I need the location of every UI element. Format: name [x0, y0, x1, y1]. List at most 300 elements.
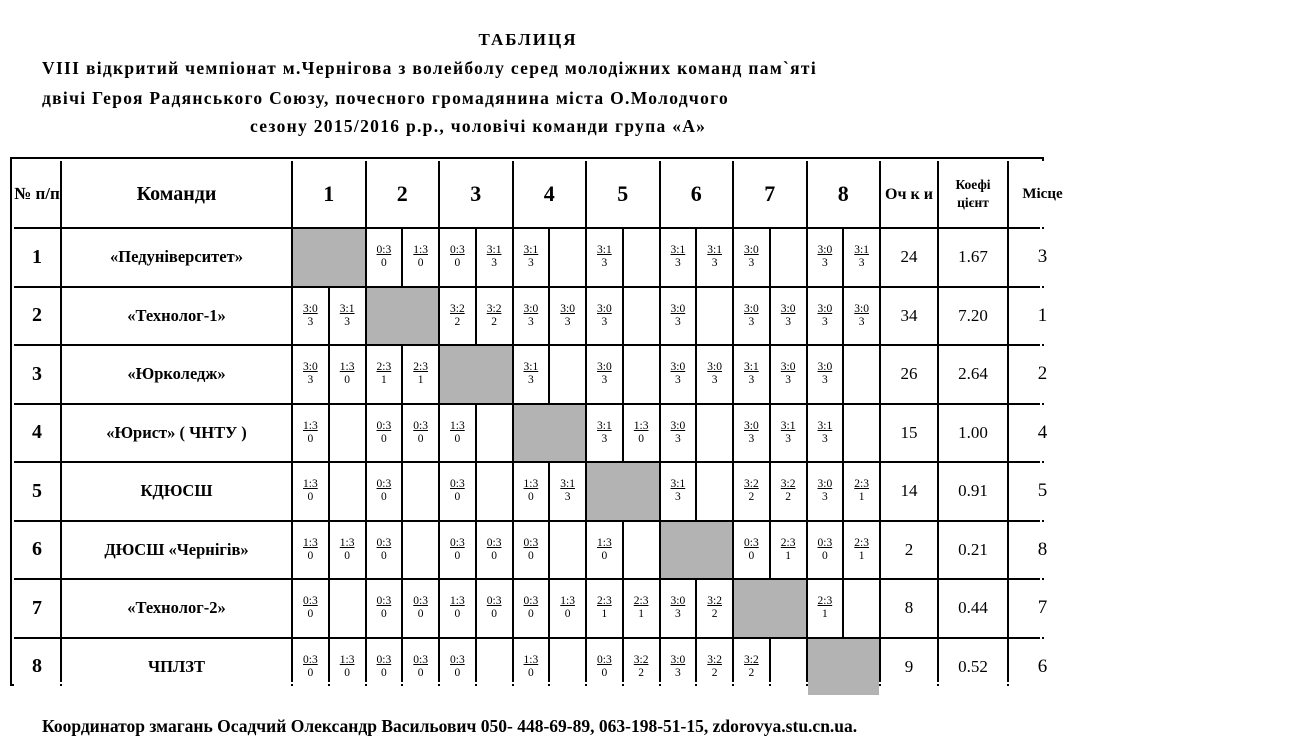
team-points: 2 [881, 522, 937, 579]
match-points: 2 [711, 608, 718, 621]
match-points: 0 [307, 608, 314, 621]
match-points: 3 [858, 257, 865, 270]
match-result [844, 405, 879, 462]
match-result [293, 346, 328, 403]
match-result [293, 288, 328, 345]
match-points: 2 [748, 666, 755, 679]
match-result [550, 346, 585, 403]
header-opponent-3: 3 [440, 161, 512, 227]
championship-title-line2: двічі Героя Радянського Союзу, почесного громадянина міста О.Молодчого [42, 88, 729, 108]
header-num: № п/п [14, 161, 60, 227]
match-result [550, 463, 585, 520]
match-points: 1 [858, 491, 865, 504]
match-result [771, 346, 806, 403]
match-result [697, 288, 732, 345]
match-points: 0 [564, 608, 571, 621]
match-result [550, 288, 585, 345]
match-result [514, 639, 549, 696]
set-score: 0:3 [413, 653, 428, 666]
match-result [624, 288, 659, 345]
match-result [367, 639, 402, 696]
match-result [587, 346, 622, 403]
match-result [477, 463, 512, 520]
match-points: 1 [638, 608, 644, 621]
match-result [808, 288, 843, 345]
match-result [330, 288, 365, 345]
match-result [330, 405, 365, 462]
match-points: 3 [601, 374, 608, 387]
match-result [403, 346, 438, 403]
match-result [697, 639, 732, 696]
team-coefficient: 2.64 [939, 346, 1007, 403]
results-table-frame [10, 157, 1063, 686]
match-result [587, 639, 622, 696]
team-name: «Юрколедж» [62, 346, 291, 403]
match-result [771, 463, 806, 520]
match-result [330, 522, 365, 579]
set-score: 0:3 [413, 595, 428, 608]
match-result [550, 639, 585, 696]
match-points: 3 [785, 374, 791, 387]
match-result [734, 463, 769, 520]
set-score: 0:3 [597, 653, 612, 666]
set-score: 0:3 [303, 653, 318, 666]
match-result [661, 288, 696, 345]
set-score: 0:3 [376, 536, 392, 549]
match-points: 3 [748, 257, 755, 270]
team-points: 14 [881, 463, 937, 520]
match-points: 3 [675, 491, 681, 504]
match-points: 3 [528, 315, 534, 328]
match-points: 0 [454, 432, 461, 445]
match-result [661, 229, 696, 286]
set-score: 3:2 [486, 302, 502, 315]
set-score: 3:1 [744, 361, 759, 374]
match-result [330, 346, 365, 403]
set-score: 3:0 [670, 595, 686, 608]
team-points: 34 [881, 288, 937, 345]
set-score: 1:3 [597, 536, 612, 549]
match-points: 3 [748, 315, 755, 328]
match-points: 0 [417, 608, 424, 621]
match-points: 3 [307, 315, 314, 328]
match-points: 3 [675, 432, 681, 445]
team-points: 15 [881, 405, 937, 462]
set-score: 1:3 [523, 653, 539, 666]
match-result [293, 405, 328, 462]
match-points: 0 [601, 549, 608, 562]
row-number: 4 [14, 405, 60, 462]
set-score: 2:3 [780, 536, 796, 549]
match-points: 0 [528, 549, 534, 562]
team-name: КДЮСШ [62, 463, 291, 520]
set-score: 0:3 [450, 653, 465, 666]
set-score: 3:2 [633, 653, 649, 666]
match-result [403, 522, 438, 579]
match-points: 3 [675, 257, 681, 270]
match-result [624, 346, 659, 403]
match-points: 3 [675, 666, 681, 679]
match-points: 0 [748, 549, 755, 562]
match-points: 0 [307, 491, 314, 504]
set-score: 1:3 [413, 244, 428, 257]
match-result [550, 522, 585, 579]
results-table [14, 161, 1063, 682]
set-score: 3:1 [523, 361, 539, 374]
match-result [734, 639, 769, 696]
match-points: 1 [601, 608, 608, 621]
match-points: 2 [711, 666, 718, 679]
match-points: 3 [822, 315, 828, 328]
set-score: 3:1 [854, 244, 869, 257]
set-score: 1:3 [303, 536, 318, 549]
set-score: 3:0 [744, 244, 759, 257]
match-result [734, 288, 769, 345]
match-points: 0 [344, 549, 350, 562]
match-result [734, 522, 769, 579]
team-place: 1 [1009, 288, 1076, 345]
match-result [587, 405, 622, 462]
set-score: 2:3 [376, 361, 392, 374]
set-score: 3:0 [670, 302, 686, 315]
match-result [514, 463, 549, 520]
team-place: 7 [1009, 580, 1076, 637]
match-points: 0 [454, 491, 461, 504]
header-opponent-1: 1 [293, 161, 365, 227]
match-points: 0 [381, 549, 387, 562]
set-score: 0:3 [450, 244, 465, 257]
team-coefficient: 0.52 [939, 639, 1007, 696]
set-score: 3:0 [780, 302, 796, 315]
table-title: ТАБЛИЦЯ [478, 30, 578, 49]
match-result [403, 580, 438, 637]
set-score: 3:1 [339, 302, 355, 315]
match-result [697, 580, 732, 637]
match-result [403, 639, 438, 696]
set-score: 3:0 [670, 653, 686, 666]
match-points: 1 [858, 549, 865, 562]
team-place: 5 [1009, 463, 1076, 520]
header-teams: Команди [62, 161, 291, 227]
match-result [661, 639, 696, 696]
row-number: 7 [14, 580, 60, 637]
set-score: 3:0 [780, 361, 796, 374]
match-result [514, 288, 549, 345]
match-result [771, 229, 806, 286]
set-score: 3:0 [817, 244, 833, 257]
team-coefficient: 1.00 [939, 405, 1007, 462]
set-score: 3:2 [744, 478, 759, 491]
set-score: 3:0 [744, 419, 759, 432]
match-result [624, 639, 659, 696]
match-result [514, 229, 549, 286]
match-result [367, 580, 402, 637]
set-score: 2:3 [633, 595, 649, 608]
match-result [293, 522, 328, 579]
set-score: 0:3 [744, 536, 759, 549]
match-points: 0 [307, 432, 314, 445]
team-place: 6 [1009, 639, 1076, 696]
self-match-cell [734, 580, 806, 637]
match-result [514, 580, 549, 637]
set-score: 1:3 [450, 419, 465, 432]
set-score: 0:3 [303, 595, 318, 608]
match-points: 3 [564, 315, 571, 328]
match-points: 3 [822, 257, 828, 270]
set-score: 0:3 [376, 478, 392, 491]
set-score: 3:2 [780, 478, 796, 491]
match-result [844, 288, 879, 345]
set-score: 0:3 [523, 595, 539, 608]
match-points: 0 [417, 666, 424, 679]
team-name: «Технолог-1» [62, 288, 291, 345]
match-result [477, 522, 512, 579]
set-score: 1:3 [560, 595, 575, 608]
set-score: 1:3 [339, 653, 355, 666]
match-points: 0 [344, 374, 350, 387]
match-result [293, 580, 328, 637]
self-match-cell [661, 522, 733, 579]
match-points: 3 [675, 374, 681, 387]
team-place: 4 [1009, 405, 1076, 462]
match-points: 0 [307, 549, 314, 562]
set-score: 0:3 [376, 653, 392, 666]
header-coefficient: Коефі цієнт [939, 161, 1007, 227]
match-points: 0 [417, 257, 424, 270]
match-result [477, 288, 512, 345]
team-name: «Технолог-2» [62, 580, 291, 637]
match-result [550, 229, 585, 286]
set-score: 3:0 [670, 419, 686, 432]
team-name: ЧПЛЗТ [62, 639, 291, 696]
set-score: 2:3 [597, 595, 612, 608]
match-points: 3 [307, 374, 314, 387]
match-points: 3 [675, 608, 681, 621]
row-number: 6 [14, 522, 60, 579]
match-points: 3 [601, 315, 608, 328]
match-result [624, 522, 659, 579]
match-result [808, 405, 843, 462]
match-result [403, 463, 438, 520]
match-points: 1 [381, 374, 387, 387]
match-points: 0 [454, 549, 461, 562]
match-points: 0 [381, 491, 387, 504]
set-score: 3:2 [450, 302, 465, 315]
match-result [477, 405, 512, 462]
team-coefficient: 1.67 [939, 229, 1007, 286]
match-result [440, 639, 475, 696]
match-points: 0 [491, 608, 497, 621]
match-result [440, 405, 475, 462]
match-result [771, 288, 806, 345]
set-score: 2:3 [413, 361, 428, 374]
match-points: 0 [417, 432, 424, 445]
set-score: 0:3 [486, 595, 502, 608]
match-result [330, 580, 365, 637]
set-score: 3:0 [817, 478, 833, 491]
match-points: 0 [454, 257, 461, 270]
match-result [844, 522, 879, 579]
match-result [367, 346, 402, 403]
match-result [661, 405, 696, 462]
set-score: 3:1 [597, 419, 612, 432]
match-result [734, 229, 769, 286]
set-score: 3:0 [744, 302, 759, 315]
team-coefficient: 0.21 [939, 522, 1007, 579]
set-score: 0:3 [376, 595, 392, 608]
match-points: 0 [528, 608, 534, 621]
set-score: 0:3 [486, 536, 502, 549]
match-result [697, 405, 732, 462]
match-result [624, 580, 659, 637]
match-points: 1 [417, 374, 424, 387]
set-score: 3:0 [597, 302, 612, 315]
match-result [697, 229, 732, 286]
match-points: 3 [601, 432, 608, 445]
match-points: 2 [454, 315, 461, 328]
match-points: 3 [748, 374, 755, 387]
match-points: 0 [491, 549, 497, 562]
set-score: 3:0 [303, 302, 318, 315]
match-points: 3 [528, 257, 534, 270]
match-result [587, 229, 622, 286]
set-score: 3:2 [744, 653, 759, 666]
match-result [477, 580, 512, 637]
match-points: 3 [344, 315, 350, 328]
match-result [771, 639, 806, 696]
match-points: 0 [381, 608, 387, 621]
match-result [661, 580, 696, 637]
match-result [661, 463, 696, 520]
set-score: 2:3 [817, 595, 833, 608]
header-opponent-4: 4 [514, 161, 586, 227]
header-opponent-6: 6 [661, 161, 733, 227]
match-points: 3 [748, 432, 755, 445]
set-score: 3:1 [670, 478, 686, 491]
team-coefficient: 0.44 [939, 580, 1007, 637]
match-result [367, 229, 402, 286]
match-result [808, 580, 843, 637]
set-score: 1:3 [339, 361, 355, 374]
set-score: 3:1 [817, 419, 833, 432]
header-place: Місце [1009, 161, 1076, 227]
match-points: 3 [675, 315, 681, 328]
match-result [587, 522, 622, 579]
set-score: 1:3 [303, 478, 318, 491]
set-score: 3:0 [523, 302, 539, 315]
set-score: 1:3 [633, 419, 649, 432]
set-score: 0:3 [817, 536, 833, 549]
match-points: 0 [307, 666, 314, 679]
match-result [844, 580, 879, 637]
match-points: 0 [381, 257, 387, 270]
match-result [477, 639, 512, 696]
set-score: 3:0 [854, 302, 869, 315]
set-score: 3:1 [523, 244, 539, 257]
match-result [771, 522, 806, 579]
match-result [697, 346, 732, 403]
match-result [440, 288, 475, 345]
row-number: 8 [14, 639, 60, 696]
self-match-cell [440, 346, 512, 403]
set-score: 1:3 [450, 595, 465, 608]
match-result [844, 346, 879, 403]
set-score: 0:3 [450, 478, 465, 491]
match-points: 0 [454, 608, 461, 621]
match-result [330, 463, 365, 520]
row-number: 5 [14, 463, 60, 520]
match-result [293, 639, 328, 696]
match-result [771, 405, 806, 462]
match-result [293, 463, 328, 520]
match-points: 2 [638, 666, 644, 679]
match-result [587, 288, 622, 345]
match-result [403, 405, 438, 462]
set-score: 3:0 [817, 361, 833, 374]
header-opponent-2: 2 [367, 161, 439, 227]
set-score: 3:1 [780, 419, 796, 432]
self-match-cell [587, 463, 659, 520]
set-score: 3:1 [670, 244, 686, 257]
match-points: 3 [564, 491, 571, 504]
match-result [403, 229, 438, 286]
match-points: 0 [638, 432, 644, 445]
team-points: 24 [881, 229, 937, 286]
match-result [330, 639, 365, 696]
set-score: 0:3 [450, 536, 465, 549]
set-score: 3:1 [597, 244, 612, 257]
team-place: 3 [1009, 229, 1076, 286]
match-points: 0 [381, 432, 387, 445]
match-result [367, 522, 402, 579]
match-result [477, 229, 512, 286]
match-result [624, 405, 659, 462]
set-score: 2:3 [854, 536, 869, 549]
set-score: 1:3 [303, 419, 318, 432]
set-score: 3:1 [486, 244, 502, 257]
match-result [587, 580, 622, 637]
coordinator-footer: Координатор змагань Осадчий Олександр Васильович 050- 448-69-89, 063-198-51-15, zdorovya.stu.cn.ua. [42, 716, 858, 736]
match-points: 3 [822, 432, 828, 445]
match-result [514, 346, 549, 403]
match-result [440, 229, 475, 286]
set-score: 1:3 [339, 536, 355, 549]
match-result [440, 463, 475, 520]
self-match-cell [367, 288, 439, 345]
match-points: 0 [454, 666, 461, 679]
match-points: 0 [528, 491, 534, 504]
season-line: сезону 2015/2016 р.р., чоловічі команди група «А» [250, 116, 707, 136]
match-result [514, 522, 549, 579]
match-points: 3 [528, 374, 534, 387]
match-points: 0 [528, 666, 534, 679]
match-result [367, 405, 402, 462]
match-result [808, 522, 843, 579]
match-points: 3 [601, 257, 608, 270]
match-points: 0 [381, 666, 387, 679]
set-score: 2:3 [854, 478, 869, 491]
header-opponent-8: 8 [808, 161, 880, 227]
match-result [624, 229, 659, 286]
match-result [808, 346, 843, 403]
match-result [440, 522, 475, 579]
set-score: 0:3 [413, 419, 428, 432]
header-opponent-7: 7 [734, 161, 806, 227]
match-points: 3 [711, 257, 718, 270]
match-result [844, 463, 879, 520]
header-points: Оч к и [881, 161, 937, 227]
set-score: 0:3 [523, 536, 539, 549]
